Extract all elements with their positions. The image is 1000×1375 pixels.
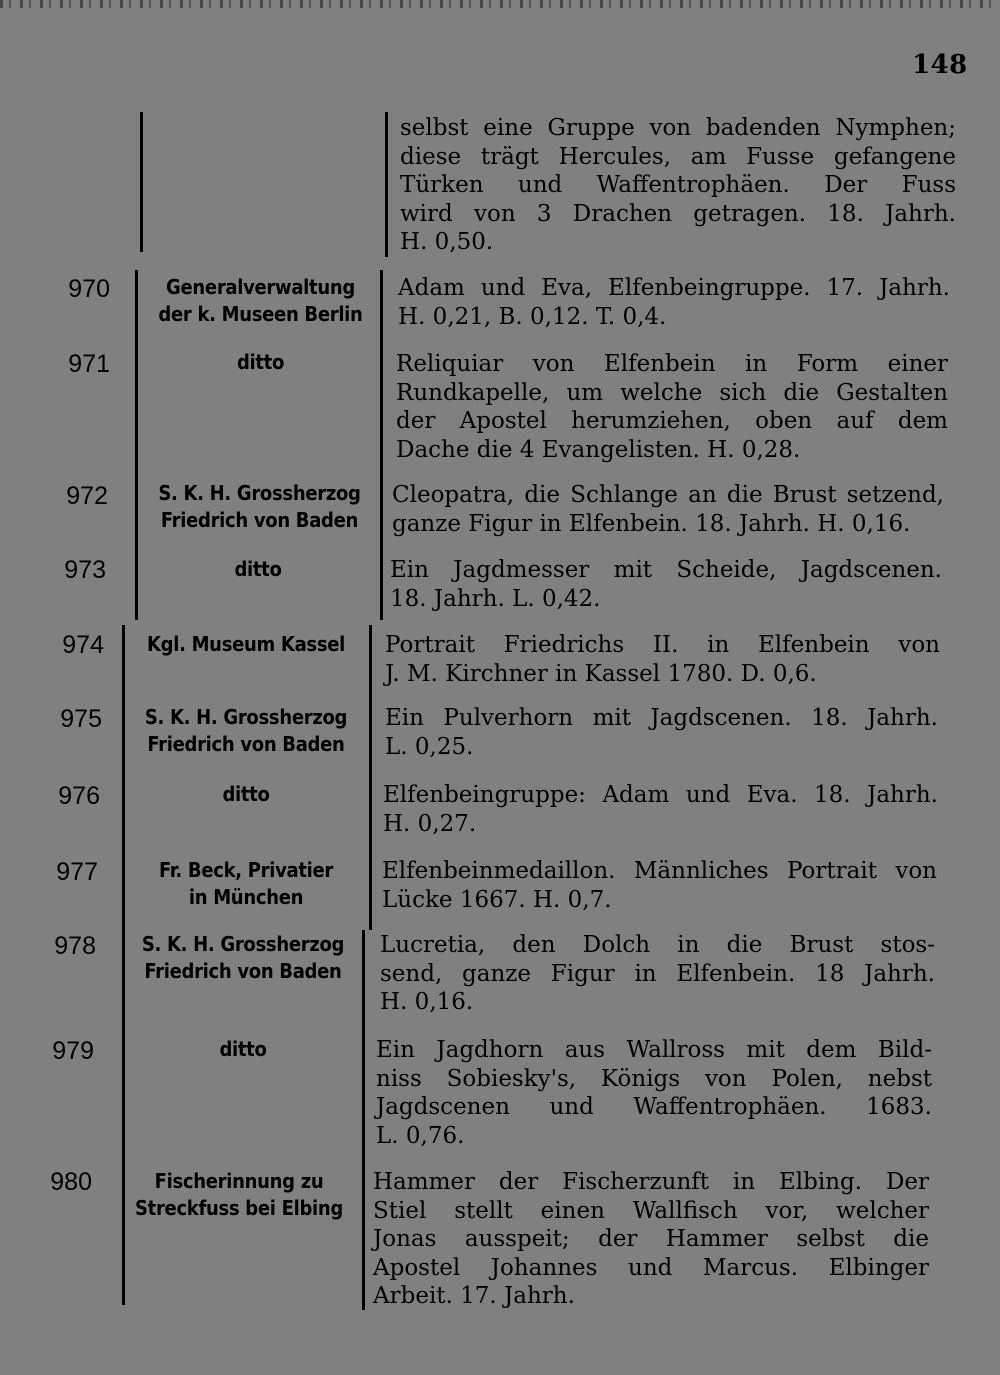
text-line: Elfenbeingruppe: Adam und Eva. 18. Jahrh. (383, 782, 938, 808)
entry-number: 970 (68, 275, 110, 303)
entry-number: 976 (58, 782, 100, 810)
text-line: J. M. Kirchner in Kassel 1780. D. 0,6. (385, 660, 817, 687)
entry-number: 979 (52, 1037, 94, 1065)
entry-number: 977 (56, 858, 98, 886)
text-line: Stiel stellt einen Wallfisch vor, welcher (373, 1197, 929, 1224)
text-line: selbst eine Gruppe von badenden Nymphen; (400, 115, 956, 141)
text-line: Elfenbeinmedaillon. Männliches Portrait von (382, 858, 937, 884)
entry-description (392, 481, 944, 538)
column-rule-right-4 (362, 930, 365, 1310)
entry-number: 973 (64, 556, 106, 584)
column-rule-left-1 (140, 112, 143, 252)
text-line: ganze Figur in Elfenbein. 18. Jahrh. H. 0,16. (392, 510, 911, 537)
text-line: H. 0,27. (383, 810, 477, 837)
owner-line: Friedrich von Baden (160, 508, 359, 532)
text-line: H. 0,50. (400, 229, 494, 255)
owner-line: Streckfuss bei Elbing (135, 1196, 343, 1220)
entry-number: 974 (62, 631, 104, 659)
entry-description (382, 857, 937, 914)
entry-owner (124, 1036, 362, 1063)
page-number: 148 (912, 50, 968, 80)
entry-description (380, 931, 935, 1017)
entry-owner (138, 349, 383, 376)
entry-owner (124, 857, 368, 911)
owner-line: ditto (219, 1037, 267, 1061)
text-line: Hammer der Fischerzunft in Elbing. Der (373, 1169, 929, 1195)
owner-line: Friedrich von Baden (147, 732, 345, 756)
entry-description (398, 274, 950, 331)
entry-description (373, 1168, 929, 1311)
text-line: Ein Jagdhorn aus Wallross mit dem Bild- (376, 1037, 932, 1063)
scan-edge-noise (0, 0, 1000, 8)
text-line: L. 0,76. (376, 1122, 465, 1149)
entry-description (376, 1036, 932, 1150)
text-line: Arbeit. 17. Jahrh. (373, 1283, 575, 1309)
entry-number: 972 (66, 482, 108, 510)
text-line: H. 0,21, B. 0,12. T. 0,4. (398, 303, 667, 330)
owner-line: ditto (234, 557, 282, 581)
text-line: 18. Jahrh. L. 0,42. (390, 585, 601, 612)
owner-line: S. K. H. Grossherzog (141, 932, 345, 956)
owner-line: Generalverwaltung (166, 275, 355, 299)
text-line: Jagdscenen und Waffentrophäen. 1683. (376, 1094, 932, 1120)
column-rule-right-3 (369, 625, 372, 930)
owner-line: Fischerinnung zu (154, 1169, 324, 1193)
text-line: Ein Jagdmesser mit Scheide, Jagdscenen. (390, 557, 942, 583)
text-line: diese trägt Hercules, am Fusse gefangene (400, 143, 956, 170)
entry-owner (118, 1168, 360, 1222)
entry-owner (138, 274, 383, 328)
owner-line: ditto (236, 350, 285, 374)
entry-owner (124, 781, 368, 808)
owner-line: in München (188, 885, 304, 909)
entry-owner (124, 704, 368, 758)
text-line: Lucretia, den Dolch in die Brust stos- (380, 932, 935, 958)
text-line: Türken und Waffentrophäen. Der Fuss (400, 172, 956, 198)
entry-description (396, 350, 948, 464)
text-line: niss Sobiesky's, Königs von Polen, nebst (376, 1065, 932, 1092)
text-line: Reliquiar von Elfenbein in Form einer (396, 351, 948, 377)
entry-description (383, 781, 938, 838)
entry-owner (138, 556, 378, 583)
owner-line: S. K. H. Grossherzog (144, 705, 348, 729)
owner-line: Fr. Beck, Privatier (158, 858, 334, 882)
text-line: Lücke 1667. H. 0,7. (382, 886, 612, 913)
entry-owner (124, 931, 362, 985)
owner-line: S. K. H. Grossherzog (158, 481, 361, 505)
entry-number: 978 (54, 932, 96, 960)
text-line: L. 0,25. (385, 733, 474, 760)
text-line: send, ganze Figur in Elfenbein. 18 Jahrh. (380, 960, 935, 987)
text-line: Jonas ausspeit; der Hammer selbst die (373, 1226, 929, 1252)
text-line: Cleopatra, die Schlange an die Brust setzend, (392, 482, 944, 508)
entry-description (390, 556, 942, 613)
entry-number: 975 (60, 705, 102, 733)
owner-line: Friedrich von Baden (144, 959, 342, 983)
entry-description (385, 631, 940, 688)
text-line: Rundkapelle, um welche sich die Gestalten (396, 379, 948, 406)
text-line: Apostel Johannes und Marcus. Elbinger (373, 1254, 929, 1281)
text-line: Portrait Friedrichs II. in Elfenbein von (385, 632, 940, 658)
entry-description (385, 704, 938, 761)
text-line: H. 0,16. (380, 989, 474, 1015)
entry-number: 971 (68, 350, 110, 378)
text-line: wird von 3 Drachen getragen. 18. Jahrh. (400, 200, 956, 227)
entry-owner (124, 631, 368, 658)
entry-number: 980 (50, 1168, 92, 1196)
text-line: Ein Pulverhorn mit Jagdscenen. 18. Jahrh. (385, 705, 938, 731)
text-line: Adam und Eva, Elfenbeingruppe. 17. Jahrh. (398, 275, 950, 301)
owner-line: ditto (222, 782, 270, 806)
owner-line: Kgl. Museum Kassel (146, 632, 346, 656)
text-line: der Apostel herumziehen, oben auf dem (396, 408, 948, 434)
column-rule-right-1 (385, 112, 388, 257)
continuation-text (400, 114, 956, 257)
entry-owner (138, 480, 381, 534)
owner-line: der k. Museen Berlin (158, 302, 363, 326)
text-line: Dache die 4 Evangelisten. H. 0,28. (396, 436, 801, 463)
